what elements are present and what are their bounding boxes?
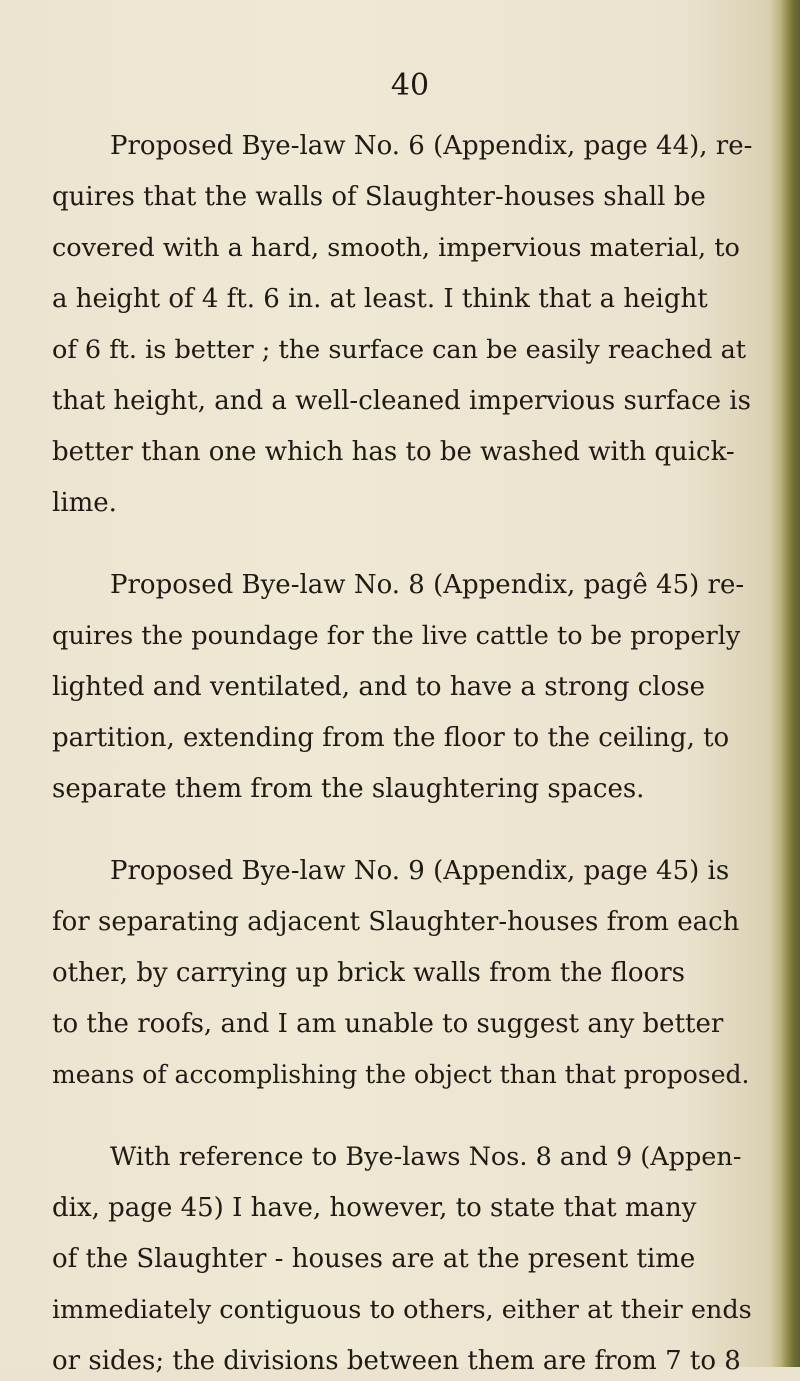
paragraph-2-line-1: Proposed Bye-law No. 8 (Appendix, pagê 45) re- <box>110 570 745 600</box>
paragraph-2-line-3: lighted and ventilated, and to have a strong close <box>52 672 705 702</box>
paragraph-4-line-5: or sides; the divisions between them are from 7 to 8 <box>52 1346 741 1376</box>
paragraph-1-line-3: covered with a hard, smooth, impervious material, to <box>52 233 740 263</box>
paragraph-3-line-1: Proposed Bye-law No. 9 (Appendix, page 45) is <box>110 856 730 886</box>
paragraph-1-line-5: of 6 ft. is better ; the surface can be easily reached at <box>52 335 747 365</box>
page-number: 40 <box>390 68 430 103</box>
paragraph-1-line-1: Proposed Bye-law No. 6 (Appendix, page 44), re- <box>110 131 753 161</box>
paragraph-1-line-8: lime. <box>52 488 117 518</box>
paragraph-2-line-2: quires the poundage for the live cattle to be properly <box>52 621 741 651</box>
paragraph-3-line-3: other, by carrying up brick walls from the floors <box>52 958 686 988</box>
paragraph-3-line-4: to the roofs, and I am unable to suggest any better <box>52 1009 724 1039</box>
paragraph-1-line-6: that height, and a well-cleaned impervious surface is <box>52 386 751 416</box>
paragraph-4-line-1: With reference to Bye-laws Nos. 8 and 9 (Appen- <box>110 1142 742 1172</box>
paragraph-4-line-3: of the Slaughter - houses are at the present time <box>52 1244 696 1274</box>
paragraph-1-line-2: quires that the walls of Slaughter-houses shall be <box>52 182 706 212</box>
page-binding-edge <box>770 0 800 1367</box>
paragraph-1-line-4: a height of 4 ft. 6 in. at least. I think that a height <box>52 284 708 314</box>
paragraph-3-line-2: for separating adjacent Slaughter-houses from each <box>52 907 740 937</box>
paragraph-4-line-4: immediately contiguous to others, either at their ends <box>52 1295 752 1325</box>
paragraph-2-line-4: partition, extending from the floor to the ceiling, to <box>52 723 730 753</box>
paragraph-1-line-7: better than one which has to be washed with quick- <box>52 437 735 467</box>
paragraph-3-line-5: means of accomplishing the object than that proposed. <box>52 1060 750 1089</box>
paragraph-2-line-5: separate them from the slaughtering spaces. <box>52 774 645 804</box>
paragraph-4-line-2: dix, page 45) I have, however, to state that many <box>52 1193 697 1223</box>
